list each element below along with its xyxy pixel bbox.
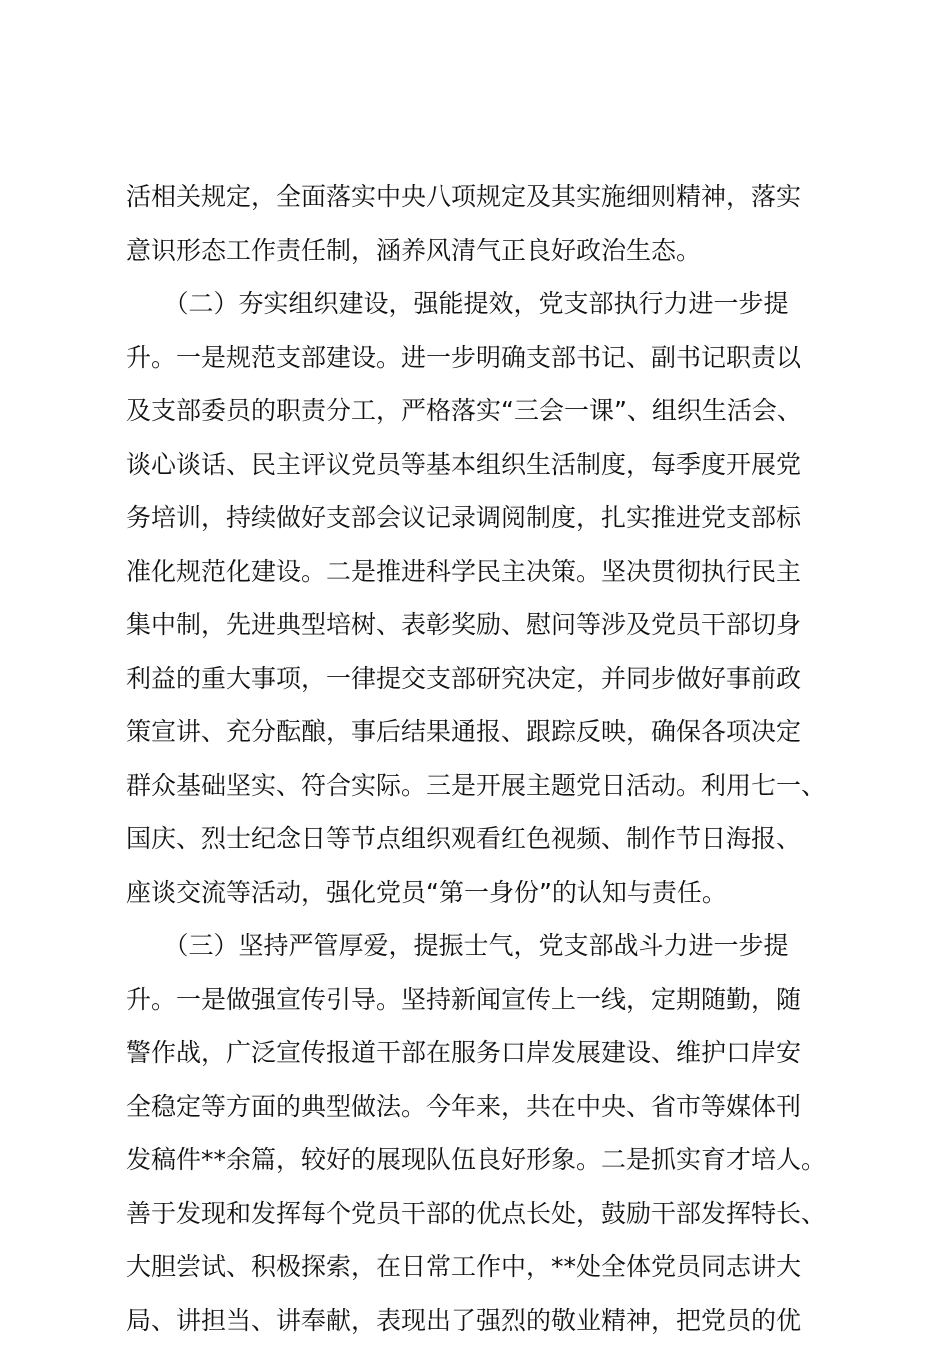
text-line: 局、讲担当、讲奉献，表现出了强烈的敬业精神，把党员的优: [126, 1294, 826, 1347]
body-text: [126, 170, 826, 1347]
text-line: 升。一是规范支部建设。进一步明确支部书记、副书记职责以: [126, 331, 826, 385]
text-line: 集中制，先进典型培树、表彰奖励、慰问等涉及党员干部切身: [126, 598, 826, 652]
text-line: 警作战，广泛宣传报道干部在服务口岸发展建设、维护口岸安: [126, 1026, 826, 1080]
text-line: 谈心谈话、民主评议党员等基本组织生活制度，每季度开展党: [126, 438, 826, 492]
text-line: 大胆尝试、积极探索，在日常工作中，**处全体党员同志讲大: [126, 1240, 826, 1294]
text-line: （三）坚持严管厚爱，提振士气，党支部战斗力进一步提: [126, 919, 826, 973]
text-line: 及支部委员的职责分工，严格落实“三会一课”、组织生活会、: [126, 384, 826, 438]
text-line: 务培训，持续做好支部会议记录调阅制度，扎实推进党支部标: [126, 491, 826, 545]
text-line: 善于发现和发挥每个党员干部的优点长处，鼓励干部发挥特长、: [126, 1187, 826, 1241]
text-line: 座谈交流等活动，强化党员“第一身份”的认知与责任。: [126, 866, 826, 920]
text-line: 准化规范化建设。二是推进科学民主决策。坚决贯彻执行民主: [126, 545, 826, 599]
text-line: 意识形态工作责任制，涵养风清气正良好政治生态。: [126, 224, 826, 278]
text-line: （二）夯实组织建设，强能提效，党支部执行力进一步提: [126, 277, 826, 331]
text-line: 全稳定等方面的典型做法。今年来，共在中央、省市等媒体刊: [126, 1080, 826, 1134]
text-line: 群众基础坚实、符合实际。三是开展主题党日活动。利用七一、: [126, 759, 826, 813]
text-line: 发稿件**余篇，较好的展现队伍良好形象。二是抓实育才培人。: [126, 1133, 826, 1187]
text-line: 活相关规定，全面落实中央八项规定及其实施细则精神，落实: [126, 170, 826, 224]
text-line: 策宣讲、充分酝酿，事后结果通报、跟踪反映，确保各项决定: [126, 705, 826, 759]
text-line: 利益的重大事项，一律提交支部研究决定，并同步做好事前政: [126, 652, 826, 706]
text-line: 国庆、烈士纪念日等节点组织观看红色视频、制作节日海报、: [126, 812, 826, 866]
text-line: 升。一是做强宣传引导。坚持新闻宣传上一线，定期随勤，随: [126, 973, 826, 1027]
